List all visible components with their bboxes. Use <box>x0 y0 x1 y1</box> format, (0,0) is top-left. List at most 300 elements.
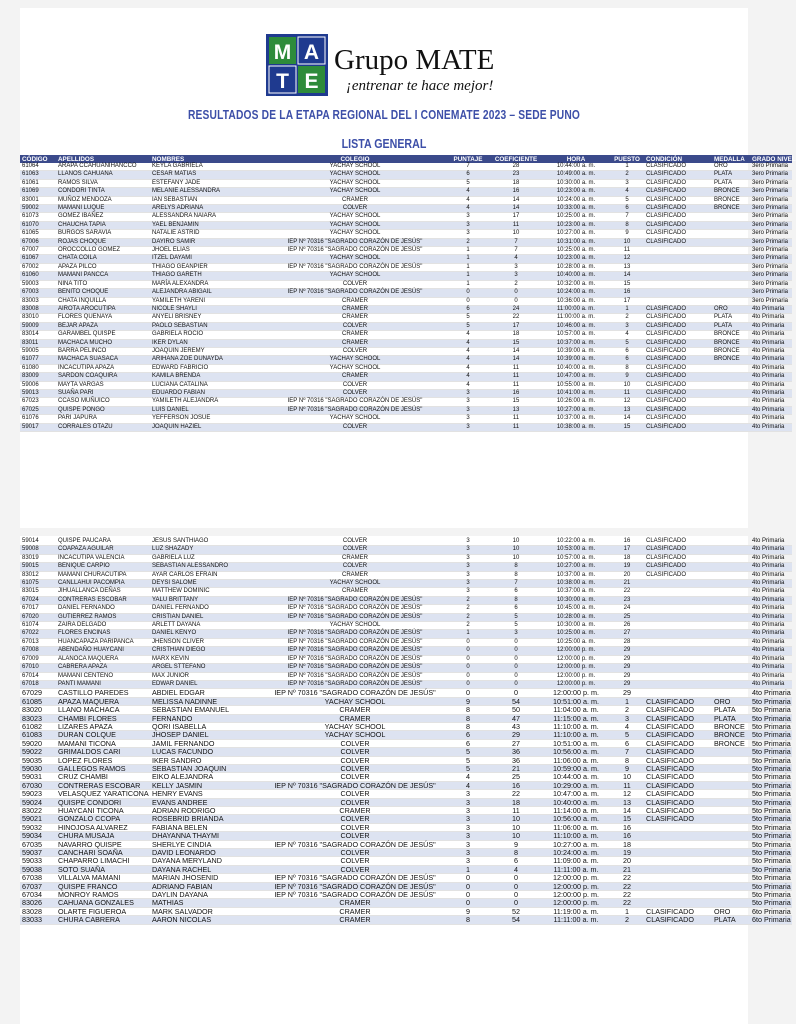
cell-names: ALEJANDRA ABIGAIL <box>150 289 264 297</box>
cell-school: IEP Nº 70316 "SAGRADO CORAZÓN DE JESÚS" <box>264 891 446 899</box>
cell-code: 83033 <box>20 916 56 924</box>
table-row <box>20 297 792 305</box>
cell-names: THIAGO GEANPIER <box>150 263 264 271</box>
cell-grade: 3ero Primaria <box>750 171 792 179</box>
cell-school: YACHAY SCHOOL <box>264 255 446 263</box>
cell-score: 6 <box>446 305 490 313</box>
cell-rank: 9 <box>610 230 644 238</box>
cell-surname: MAMANI CHURACUTIPA <box>56 571 150 579</box>
cell-grade: 4to Primaria <box>750 613 792 621</box>
cell-score: 5 <box>446 764 490 772</box>
cell-rank: 5 <box>610 196 644 204</box>
cell-coefficient: 0 <box>490 882 542 890</box>
cell-score: 4 <box>446 347 490 355</box>
cell-grade: 4to Primaria <box>750 389 792 397</box>
cell-time: 12:00:00 p. m. <box>542 672 610 680</box>
cell-rank: 29 <box>610 655 644 663</box>
cell-rank: 13 <box>610 263 644 271</box>
cell-surname: BENITO CHOQUE <box>56 289 150 297</box>
cell-time: 11:14:00 a. m. <box>542 807 610 815</box>
table-row <box>20 731 792 739</box>
cell-score: 3 <box>446 571 490 579</box>
cell-code: 59009 <box>20 322 56 330</box>
cell-surname: PANTI MAMANI <box>56 680 150 688</box>
cell-score: 0 <box>446 874 490 882</box>
cell-condition <box>644 823 712 831</box>
cell-names: LUIS DANIEL <box>150 406 264 414</box>
cell-school: CRAMER <box>264 571 446 579</box>
cell-time: 10:33:00 a. m. <box>542 205 610 213</box>
cell-coefficient: 10 <box>490 815 542 823</box>
cell-names: JOAQUIN HAZIEL <box>150 423 264 431</box>
cell-score: 0 <box>446 899 490 907</box>
cell-medal <box>712 406 750 414</box>
table-row <box>20 580 792 588</box>
page-1 <box>20 8 796 528</box>
cell-code: 61075 <box>20 580 56 588</box>
cell-grade: 4to Primaria <box>750 546 792 554</box>
cell-names: FERNANDO <box>150 714 264 722</box>
cell-coefficient: 10 <box>490 832 542 840</box>
cell-medal <box>712 415 750 423</box>
cell-score: 4 <box>446 196 490 204</box>
table-row <box>20 563 792 571</box>
cell-condition: CLASIFICADO <box>644 171 712 179</box>
cell-coefficient: 11 <box>490 364 542 372</box>
cell-score: 2 <box>446 622 490 630</box>
cell-medal <box>712 423 750 431</box>
cell-score: 1 <box>446 865 490 873</box>
cell-surname: CAHUANA GONZALES <box>56 899 150 907</box>
cell-condition: CLASIFICADO <box>644 748 712 756</box>
cell-score: 6 <box>446 171 490 179</box>
cell-condition <box>644 849 712 857</box>
cell-rank: 22 <box>610 874 644 882</box>
cell-code: 61064 <box>20 163 56 171</box>
cell-coefficient: 10 <box>490 823 542 831</box>
cell-code: 59006 <box>20 381 56 389</box>
cell-grade: 4to Primaria <box>750 571 792 579</box>
cell-names: LUZ SHAZADY <box>150 546 264 554</box>
cell-grade: 5to Primaria <box>752 713 791 723</box>
cell-condition <box>644 865 712 873</box>
cell-code: 67018 <box>20 680 56 688</box>
cell-grade: 3ero Primaria <box>750 221 792 229</box>
cell-coefficient: 0 <box>490 899 542 907</box>
cell-code: 59002 <box>20 205 56 213</box>
cell-grade: 4to Primaria <box>750 672 792 680</box>
cell-surname: BENIQUE CARPIO <box>56 563 150 571</box>
cell-score: 3 <box>446 230 490 238</box>
cell-medal: ORO <box>712 907 750 915</box>
cell-score: 8 <box>446 916 490 924</box>
cell-school: YACHAY SCHOOL <box>264 622 446 630</box>
org-tagline: ¡entrenar te hace mejor! <box>346 78 494 94</box>
cell-time: 10:24:00 a. m. <box>542 289 610 297</box>
cell-coefficient: 54 <box>490 697 542 705</box>
cell-medal <box>712 655 750 663</box>
cell-condition: CLASIFICADO <box>644 739 712 747</box>
table-row <box>20 415 792 423</box>
cell-names: NICOLE SHAYLI <box>150 305 264 313</box>
cell-time: 10:49:00 a. m. <box>542 171 610 179</box>
cell-time: 10:30:00 a. m. <box>542 622 610 630</box>
cell-code: 61083 <box>20 731 56 739</box>
cell-names: CESAR MATIAS <box>150 171 264 179</box>
cell-rank: 29 <box>610 672 644 680</box>
cell-medal <box>712 764 750 772</box>
cell-medal: BRONCE <box>712 731 750 739</box>
cell-surname: MAMANI LUQUE <box>56 205 150 213</box>
cell-surname: FLORES QUENAYA <box>56 314 150 322</box>
cell-names: EDWARD FABRICIO <box>150 364 264 372</box>
cell-medal <box>712 605 750 613</box>
cell-school: CRAMER <box>264 807 446 815</box>
cell-code: 61060 <box>20 272 56 280</box>
cell-school: COLVER <box>264 389 446 397</box>
cell-condition: CLASIFICADO <box>644 406 712 414</box>
cell-surname: MAMANI TICONA <box>56 739 150 747</box>
cell-surname: QUISPE FRANCO <box>56 882 150 890</box>
cell-score: 3 <box>446 832 490 840</box>
cell-condition <box>644 664 712 672</box>
cell-code: 61063 <box>20 171 56 179</box>
table-row <box>20 406 792 414</box>
cell-code: 61080 <box>20 364 56 372</box>
cell-coefficient: 50 <box>490 706 542 714</box>
cell-code: 61061 <box>20 179 56 187</box>
table-row <box>20 706 792 714</box>
cell-condition: CLASIFICADO <box>644 790 712 798</box>
cell-condition <box>644 622 712 630</box>
cell-grade: 3ero Primaria <box>750 289 792 297</box>
cell-coefficient: 21 <box>490 764 542 772</box>
cell-condition <box>644 832 712 840</box>
cell-condition: CLASIFICADO <box>644 722 712 730</box>
cell-names: ARIHANA ZOE DUNAYDA <box>150 356 264 364</box>
cell-medal: BRONCE <box>712 188 750 196</box>
cell-coefficient: 11 <box>490 373 542 381</box>
cell-score: 2 <box>446 605 490 613</box>
cell-code: 67037 <box>20 882 56 890</box>
cell-condition: CLASIFICADO <box>644 213 712 221</box>
cell-time: 10:26:00 a. m. <box>542 398 610 406</box>
cell-coefficient: 0 <box>490 680 542 688</box>
cell-coefficient: 11 <box>490 423 542 431</box>
cell-coefficient: 7 <box>490 238 542 246</box>
cell-school: IEP Nº 70316 "SAGRADO CORAZÓN DE JESÚS" <box>264 689 446 697</box>
table-row <box>20 596 792 604</box>
cell-code: 61065 <box>20 230 56 238</box>
cell-grade: 4to Primaria <box>750 415 792 423</box>
cell-score: 0 <box>446 289 490 297</box>
cell-grade: 4to Primaria <box>750 331 792 339</box>
cell-surname: INCACUTIPA APAZA <box>56 364 150 372</box>
cell-surname: APAZA PILCO <box>56 263 150 271</box>
cell-names: MARX KEVIN <box>150 655 264 663</box>
cell-coefficient: 10 <box>490 538 542 546</box>
cell-code: 61073 <box>20 213 56 221</box>
cell-school: COLVER <box>264 347 446 355</box>
cell-code: 59033 <box>20 857 56 865</box>
cell-score: 3 <box>446 840 490 848</box>
cell-names: MARÍA ALEXANDRA <box>150 280 264 288</box>
cell-rank: 29 <box>610 689 644 697</box>
cell-medal <box>712 221 750 229</box>
cell-coefficient: 36 <box>490 756 542 764</box>
cell-rank: 4 <box>610 722 644 730</box>
cell-medal <box>712 882 750 890</box>
cell-school: IEP Nº 70316 "SAGRADO CORAZÓN DE JESÚS" <box>264 647 446 655</box>
cell-coefficient: 3 <box>490 272 542 280</box>
cell-code: 59015 <box>20 563 56 571</box>
table-row <box>20 389 792 397</box>
cell-grade: 4to Primaria <box>750 647 792 655</box>
cell-score: 3 <box>446 849 490 857</box>
table-row <box>20 630 792 638</box>
cell-code: 61077 <box>20 356 56 364</box>
cell-time: 10:38:00 a. m. <box>542 423 610 431</box>
cell-surname: MAMANI PANCCA <box>56 272 150 280</box>
cell-time: 10:24:00 a. m. <box>542 849 610 857</box>
cell-school: IEP Nº 70316 "SAGRADO CORAZÓN DE JESÚS" <box>264 664 446 672</box>
cell-code: 67002 <box>20 263 56 271</box>
cell-coefficient: 25 <box>490 773 542 781</box>
cell-names: EDUARDO FABIAN <box>150 389 264 397</box>
cell-medal <box>712 571 750 579</box>
cell-school: COLVER <box>264 423 446 431</box>
cell-grade: 3ero Primaria <box>750 238 792 246</box>
cell-names: DANIEL KENYO <box>150 630 264 638</box>
cell-score: 3 <box>446 580 490 588</box>
cell-rank: 2 <box>610 314 644 322</box>
cell-code: 67029 <box>20 689 56 697</box>
cell-code: 67013 <box>20 638 56 646</box>
cell-rank: 1 <box>610 163 644 171</box>
cell-score: 3 <box>446 798 490 806</box>
cell-surname: VELASQUEZ YARATICONA <box>58 789 149 799</box>
cell-code: 67020 <box>20 613 56 621</box>
cell-rank: 21 <box>610 865 644 873</box>
cell-score: 3 <box>446 221 490 229</box>
cell-score: 3 <box>446 406 490 414</box>
cell-surname: PARI JAPURA <box>56 415 150 423</box>
cell-surname: CONTRERAS ESCOBAR <box>56 596 150 604</box>
cell-rank: 17 <box>610 546 644 554</box>
cell-score: 5 <box>446 748 490 756</box>
cell-condition: CLASIFICADO <box>644 314 712 322</box>
cell-code: 83015 <box>20 588 56 596</box>
cell-medal <box>712 238 750 246</box>
cell-medal: PLATA <box>712 171 750 179</box>
column-header-names: NOMBRES <box>150 155 264 163</box>
logo-letter-a: A <box>303 41 320 64</box>
cell-names: NATALIE ASTRID <box>150 230 264 238</box>
cell-score: 9 <box>446 697 490 705</box>
cell-code: 83026 <box>20 899 56 907</box>
cell-school: IEP Nº 70316 "SAGRADO CORAZÓN DE JESÚS" <box>264 398 446 406</box>
cell-coefficient: 5 <box>490 613 542 621</box>
cell-coefficient: 0 <box>490 874 542 882</box>
cell-time: 10:28:00 a. m. <box>542 263 610 271</box>
cell-grade: 5to Primaria <box>752 864 791 874</box>
cell-medal: BRONCE <box>712 196 750 204</box>
cell-coefficient: 0 <box>490 638 542 646</box>
cell-medal: BRONCE <box>712 339 750 347</box>
cell-rank: 26 <box>610 622 644 630</box>
cell-rank: 7 <box>610 748 644 756</box>
cell-rank: 5 <box>610 339 644 347</box>
cell-surname: RAMOS SILVA <box>56 179 150 187</box>
cell-names: HENRY EVANS <box>150 790 264 798</box>
cell-names: ADRIANO FABIAN <box>150 882 264 890</box>
cell-surname: CHAUCHA TAPIA <box>56 221 150 229</box>
cell-school: YACHAY SCHOOL <box>264 731 446 739</box>
table-row <box>20 289 792 297</box>
cell-surname: MAYTA VARGAS <box>56 381 150 389</box>
cell-time: 11:11:00 a. m. <box>542 865 610 873</box>
cell-surname: MUÑOZ MENDOZA <box>56 196 150 204</box>
cell-code: 83022 <box>20 807 56 815</box>
table-row <box>20 622 792 630</box>
cell-names: YALU BRITTANY <box>150 596 264 604</box>
cell-medal <box>712 622 750 630</box>
cell-time: 11:00:00 a. m. <box>542 305 610 313</box>
cell-time: 10:53:00 a. m. <box>542 546 610 554</box>
cell-school: COLVER <box>264 280 446 288</box>
cell-medal <box>712 815 750 823</box>
cell-time: 10:27:00 a. m. <box>542 563 610 571</box>
cell-rank: 9 <box>610 373 644 381</box>
table-row <box>20 605 792 613</box>
table-row <box>20 179 792 187</box>
cell-surname: INCACUTIPA VALENCIA <box>56 554 150 562</box>
cell-rank: 13 <box>610 798 644 806</box>
cell-score: 3 <box>446 857 490 865</box>
cell-medal: ORO <box>712 697 750 705</box>
cell-rank: 21 <box>610 580 644 588</box>
cell-grade: 3ero Primaria <box>750 247 792 255</box>
cell-rank: 14 <box>610 807 644 815</box>
table-row <box>20 588 792 596</box>
cell-grade: 3ero Primaria <box>750 230 792 238</box>
cell-surname: SOTO SUAÑA <box>56 865 150 873</box>
cell-school: CRAMER <box>264 706 446 714</box>
cell-coefficient: 24 <box>490 305 542 313</box>
cell-school: IEP Nº 70316 "SAGRADO CORAZÓN DE JESÚS" <box>264 613 446 621</box>
cell-time: 10:37:00 a. m. <box>542 571 610 579</box>
cell-surname: CORRALES OTAZU <box>56 423 150 431</box>
cell-grade: 4to Primaria <box>750 605 792 613</box>
cell-names: ALESSANDRA NAIARA <box>150 213 264 221</box>
cell-condition <box>644 280 712 288</box>
cell-school: COLVER <box>264 798 446 806</box>
cell-condition <box>644 630 712 638</box>
cell-time: 10:46:00 a. m. <box>542 322 610 330</box>
cell-coefficient: 8 <box>490 563 542 571</box>
cell-surname: DURAN COLQUE <box>56 731 150 739</box>
cell-names: KAMILA BRENDA <box>150 373 264 381</box>
cell-code: 59037 <box>20 849 56 857</box>
cell-grade: 4to Primaria <box>750 373 792 381</box>
cell-time: 10:55:00 a. m. <box>542 381 610 389</box>
cell-surname: QUISPE PAUCARA <box>56 538 150 546</box>
cell-medal <box>712 588 750 596</box>
cell-coefficient: 16 <box>490 188 542 196</box>
cell-condition: CLASIFICADO <box>644 714 712 722</box>
cell-surname: CONDORI TINTA <box>56 188 150 196</box>
cell-condition: CLASIFICADO <box>644 773 712 781</box>
cell-rank: 22 <box>610 891 644 899</box>
cell-school: CRAMER <box>264 297 446 305</box>
cell-rank: 3 <box>610 322 644 330</box>
cell-condition: CLASIFICADO <box>644 230 712 238</box>
column-header-score: PUNTAJE <box>446 155 490 163</box>
cell-surname: LIZARES APAZA <box>56 722 150 730</box>
cell-medal <box>712 680 750 688</box>
cell-condition: CLASIFICADO <box>644 238 712 246</box>
cell-code: 67008 <box>20 647 56 655</box>
cell-school: IEP Nº 70316 "SAGRADO CORAZÓN DE JESÚS" <box>264 263 446 271</box>
cell-score: 6 <box>446 731 490 739</box>
cell-medal <box>712 891 750 899</box>
cell-score: 4 <box>446 381 490 389</box>
cell-code: 83009 <box>20 373 56 381</box>
cell-surname: HUAYCANI TICONA <box>56 807 150 815</box>
cell-grade: 5to Primaria <box>752 721 791 731</box>
cell-names: DAYIRO SAMIR <box>150 238 264 246</box>
cell-time: 10:27:00 a. m. <box>542 230 610 238</box>
table-row <box>20 546 792 554</box>
cell-medal <box>712 297 750 305</box>
cell-time: 11:00:00 a. m. <box>542 314 610 322</box>
cell-grade: 5to Primaria <box>752 814 791 824</box>
cell-rank: 3 <box>610 714 644 722</box>
cell-rank: 24 <box>610 605 644 613</box>
cell-school: IEP Nº 70316 "SAGRADO CORAZÓN DE JESÚS" <box>264 680 446 688</box>
cell-names: AARON NICOLAS <box>150 916 264 924</box>
table-row <box>20 305 792 313</box>
cell-time: 10:30:00 a. m. <box>542 596 610 604</box>
cell-medal <box>712 398 750 406</box>
cell-grade: 5to Primaria <box>752 780 791 790</box>
cell-score: 0 <box>446 672 490 680</box>
cell-names: ADRIAN RODRIGO <box>150 807 264 815</box>
cell-rank: 17 <box>610 297 644 305</box>
cell-school: YACHAY SCHOOL <box>264 580 446 588</box>
cell-coefficient: 2 <box>490 280 542 288</box>
cell-time: 12:00:00 p. m. <box>542 647 610 655</box>
cell-medal <box>712 832 750 840</box>
table-row <box>20 849 792 857</box>
cell-medal: BRONCE <box>712 347 750 355</box>
cell-medal <box>712 272 750 280</box>
cell-school: IEP Nº 70316 "SAGRADO CORAZÓN DE JESÚS" <box>264 874 446 882</box>
cell-time: 12:00:00 p. m. <box>542 891 610 899</box>
cell-surname: ABENDAÑO HUAYCANI <box>56 647 150 655</box>
cell-grade: 3ero Primaria <box>750 255 792 263</box>
cell-code: 59020 <box>20 739 56 747</box>
cell-condition <box>644 272 712 280</box>
table-row <box>20 188 792 196</box>
table-row <box>20 221 792 229</box>
cell-grade: 4to Primaria <box>750 381 792 389</box>
cell-code: 59003 <box>20 280 56 288</box>
cell-school: COLVER <box>264 773 446 781</box>
cell-school: COLVER <box>264 381 446 389</box>
cell-coefficient: 14 <box>490 356 542 364</box>
cell-medal <box>712 630 750 638</box>
